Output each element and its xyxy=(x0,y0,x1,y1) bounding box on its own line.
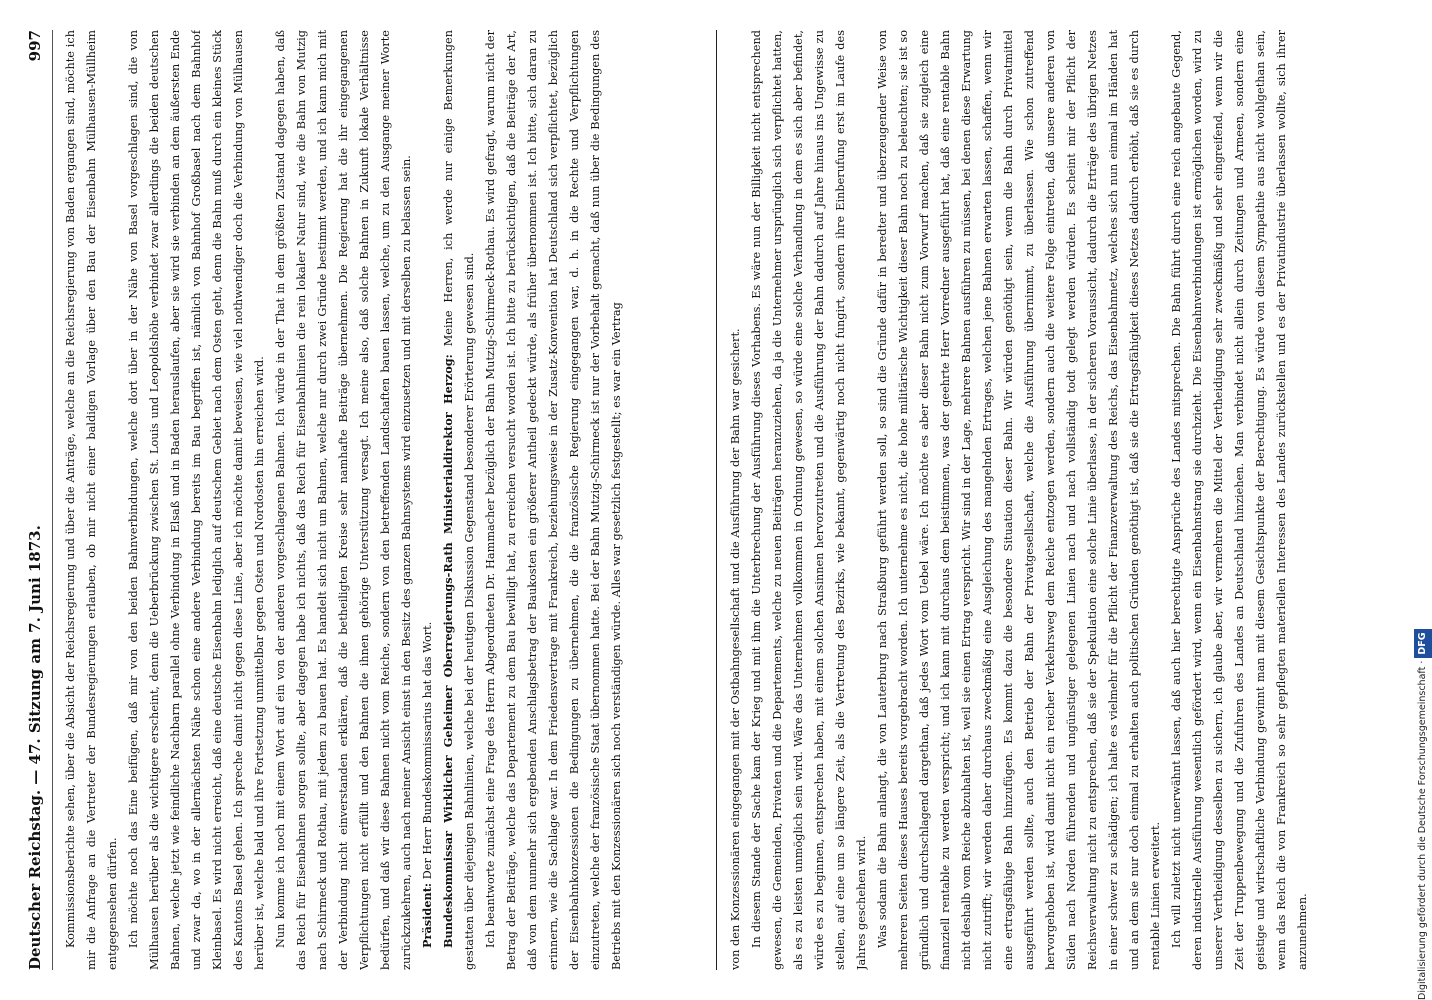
paragraph: von den Konzessionären eingegangen mit der Ostbahngesellschaft und die Ausführung der Bahn war gesichert. xyxy=(729,328,742,970)
paragraph: Kommissionsberichte sehen, über die Absicht der Reichsregierung und über die Anträge, welche an die Reichsregierung von Baden ergangen sind, möchte ich mir die Anfrage an die Vertreter der Bundesregierungen erlauben, ob mir nicht einer baldigen Vorlage über den Bau der Eisenbahn Mülhausen-Müllheim entgegensehen dürfen. xyxy=(64,30,119,970)
paragraph: Ich beantworte zunächst eine Frage des Herrn Abgeordneten Dr. Hammacher bezüglich der Bahn Mutzig-Schirmeck-Rothau. Es wird gefragt, warum nicht der Betrag der Beiträge, welche das Departement zu dem Bau bewilligt hat, zu erreichen versucht worden ist. Ich bitte zu berücksichtigen, daß die Beiträge der Art, daß von dem nunmehr sich ergebenden Anschlagsbetrag der Baukosten ein größerer Antheil gedeckt würde, als früher übernommen ist. Ich bitte, sich daran zu erinnern, wie die Sachlage war. In dem Friedensvertrage mit Frankreich, beziehungsweise in der Zusatz-Konvention hat Deutschland sich verpflichtet, bezüglich der Eisenbahnkonzessionen die Bedingungen zu übernehmen, die die französische Regierung eingegangen war, d. h. in die Rechte und Verpflichtungen einzutreten, welche der französische Staat übernommen hatte. Bei der Bahn Mutzig-Schirmeck ist nur der Vorbehalt gemacht, daß nun über die Bedingungen des Betriebs mit den Konzessionären sich noch verständigen würde. Alles war gesetzlich festgestellt; es war ein Vertrag xyxy=(484,30,623,970)
speaker-label: Bundeskommissar Wirklicher Geheimer Oberregierungs-Rath Ministerialdirektor Herzog: xyxy=(441,354,455,948)
header-title: Deutscher Reichstag. — 47. Sitzung am 7. Juni 1873. xyxy=(26,525,44,970)
paragraph: Ich will zuletzt nicht unerwähnt lassen, daß auch hier berechtigte Ansprüche des Landes mitsprechen. Die Bahn führt durch eine reich angebaute Gegend, deren industrielle Ausführung wesentlich gefördert wird, wenn ein Eisenbahnstrang sie durchzieht. Die Eisenbahnverbindungen ist ermöglichen worden, wird zu unserer Vertheidigung desselben zu sichern, ich glaube aber, wir vermehren die Mittel der Vertheidigung sehr zweckmäßig und sehr eingreifend, wenn wir die Zeit der Truppenbewegung und die Zufuhren des Landes an Deutschland hinziehen. Man verbindet nicht allein durch Zeitungen und Armeen, sondern eine geistige und wirtschaftliche Verbindung gewinnt man mit diesem Gesichtspunkte der Berechtigung. Es würde von diesem Sympathie aus nicht wohlgethan sein, wenn das Reich die von Frankreich so sehr gepflegten materiellen Interessen des Landes zurückstellen und es der Privatindustrie überlassen wollte, sich ihrer anzunehmen. xyxy=(1170,30,1309,970)
president-label: Präsident: xyxy=(420,882,434,948)
digitization-note xyxy=(1414,0,1432,1000)
page-header xyxy=(18,30,53,970)
paragraph: Ich möchte noch das Eine beifügen, daß mir von den beiden Bahnverbindungen, welche dort über in der Nähe von Basel vorgeschlagen sind, die von Mülhausen herüber als die wichtigere erscheint, denn die Ueberbrückung zwischen St. Louis und Leopoldshöhe verbindet zwar allerdings die beiden deutschen Bahnen, welche jetzt wie feindliche Nachbarn parallel ohne Verbindung in Elsaß und in Baden herauslaufen, aber sie wird sie verbinden an dem äußersten Ende und zwar da, wo in der allernächsten Nähe schon eine andere Verbindung bereits im Bau begriffen ist, nämlich von Bahnhof Großbasel nach dem Bahnhof Kleinbasel. Es wird nicht erreicht, daß eine deutsche Eisenbahn lediglich auf deutschem Gebiet nach dem Osten geht, denn die Bahn muß durch ein kleines Stück des Kantons Basel gehen. Ich spreche damit nicht gegen diese Linie, aber ich möchte damit beweisen, wie viel nothwendiger doch die Verbindung von Mülhausen herüber ist, welche bald und ihre Fortsetzung unmittelbar gegen Osten und Nordosten hin erreichen wird. xyxy=(127,30,266,970)
text-columns xyxy=(60,30,1380,970)
dfg-text: Digitalisierung gefördert durch die Deutsche Forschungsgemeinschaft · xyxy=(1417,660,1428,1000)
dfg-logo-icon: DFG xyxy=(1414,629,1432,657)
digitization-note-text xyxy=(1414,0,1432,1000)
column-right xyxy=(725,30,1375,970)
president-remark xyxy=(417,30,438,970)
speaker-remark xyxy=(438,30,480,970)
paragraph: Was sodann die Bahn anlangt, die von Lauterburg nach Straßburg geführt werden soll, so sind die Gründe dafür in beredter und überzeugender Weise von mehreren Seiten dieses Hauses bereits vorgebracht worden. Ich unternehme es nicht, die hohe militärische Wichtigkeit dieser Bahn noch zu beleuchten; sie ist so gründlich und durchschlagend dargethan, daß jedes Wort vom Uebel wäre. Ich möchte es aber dieser Bahn nicht zum Vorwurf machen, daß sie zugleich eine finanziell rentable zu werden verspricht; und ich kann mit durchaus dem beistimmen, was der geehrte Herr Vorredner ausgeführt hat, daß eine rentable Bahn nicht deshalb vom Reiche abzuhalten ist, weil sie einen Ertrag verspricht. Wir sind in der Lage, mehrere Bahnen ausführen zu müssen, bei denen diese Erwartung nicht zutrifft; wir werden daher durchaus zweckmäßig eine Ausgleichung des mangelnden Ertrages, welchen jene Bahnen erwarten lassen, schaffen, wenn wir eine ertragsfähige Bahn hinzufügen. Es kommt dazu die besondere Situation dieser Bahn. Wir würden genöthigt sein, wenn die Bahn durch Privatmittel ausgeführt werden sollte, auch den Betrieb der Bahn der Privatgesellschaft, welche die Ausführung übernimmt, zu überlassen. Wie schon zutreffend hervorgehoben ist, wird damit nicht ein reicher Verkehrsweg dem Reiche entzogen werden, sondern auch die weitere Folge eintreten, daß unsere anderen von Süden nach Norden führenden und ungünstiger gelegenen Linien nach und nach vollständig todt gelegt werden würden. Es scheint mir der Pflicht der Reichsverwaltung nicht zu entsprechen, daß sie der Spekulation eine solche Linie überlasse, in der sicheren Voraussicht, dadurch die Erträge des übrigen Netzes in einer schwer zu schädigen; ich halte es vielmehr für die Pflicht der Finanzverwaltung des Reichs, das Eisenbahnnetz, welches sich nun einmal im Händen hat und an dem sie nur doch einmal zu erhalten auch politischen Gründen genöthigt ist, daß sie die Ertragsfähigkeit dieses Netzes dadurch erhöht, daß sie es durch rentable Linien erweitert. xyxy=(876,30,1162,970)
paragraph: Nun komme ich noch mit einem Wort auf ein von der anderen vorgeschlagenen Bahnen. Ich würde in der That in dem größten Zustand dagegen haben, daß das Reich für Eisenbahnen sorgen sollte, aber dagegen habe ich nichts, daß das Reich für Eisenbahnlinien die rein lokaler Natur sind, wie die Bahn von Mutzig nach Schirmeck und Rothau, mit jedem zu bauen hat. Es handelt sich nicht um Bahnen, welche nur durch zwei Gründe bestimmt werden, und ich kann mich mit der Verbindung nicht einverstanden erklären, daß die betheiligten Kreise sehr namhafte Beiträge übernehmen. Die Regierung hat die ihr eingegangenen Verpflichtungen nicht erfüllt und den Bahnen die ihnen gehörige Unterstützung versagt. Ich meine also, daß solche Bahnen in Zukunft lokale Verhältnisse bedürfen, und daß wir diese Bahnen nicht vom Reiche, sondern von den betreffenden Landschaften bauen lassen, welche, um zu den Ausgange meiner Worte zurückzukehren, auch nach meiner Ansicht einst in den Besitz des ganzen Bahnsystems wird einzusetzen und mit derselben zu belassen sein. xyxy=(274,30,413,970)
page-number: 997 xyxy=(26,30,44,62)
column-divider xyxy=(716,30,717,970)
column-left xyxy=(60,30,710,970)
speaker-text: Meine Herren, ich werde nur einige Bemerkungen gestatten über diejenigen Bahnlinien, welche bei der heutigen Diskussion Gegenstand besonderer Erörterung gewesen sind. xyxy=(442,30,476,970)
president-text: Der Herr Bundeskommissarius hat das Wort. xyxy=(421,621,434,880)
paragraph: In diesem Stande der Sache kam der Krieg und mit ihm die Unterbrechung der Ausführung dieses Vorhabens. Es wäre nun der Billigkeit nicht entsprechend gewesen, die Gemeinden, Privaten und die Departements, welche zu neuen Beiträgen heranzuziehen, da ja die Unternehmer ursprünglich sich verpflichtet hatten, als es zu leisten unmöglich sein wird. Wäre das Unternehmen vollkommen in Ordnung gewesen, so würde eine solche Verhandlung in dem es sich aber befindet, würde es zu beginnen, entsprechen haben, mit einem solchen Ansinnen hervorzutreten und die Ausführung der Bahn dadurch auf Jahre hinaus ins Ungewisse zu stellen, auf eine um so längere Zeit, als die Vertretung des Bezirks, wie bekannt, gegenwärtig noch nicht fungirt, sondern ihre Einberufung erst im Laufe des Jahres geschehen wird. xyxy=(750,30,868,970)
